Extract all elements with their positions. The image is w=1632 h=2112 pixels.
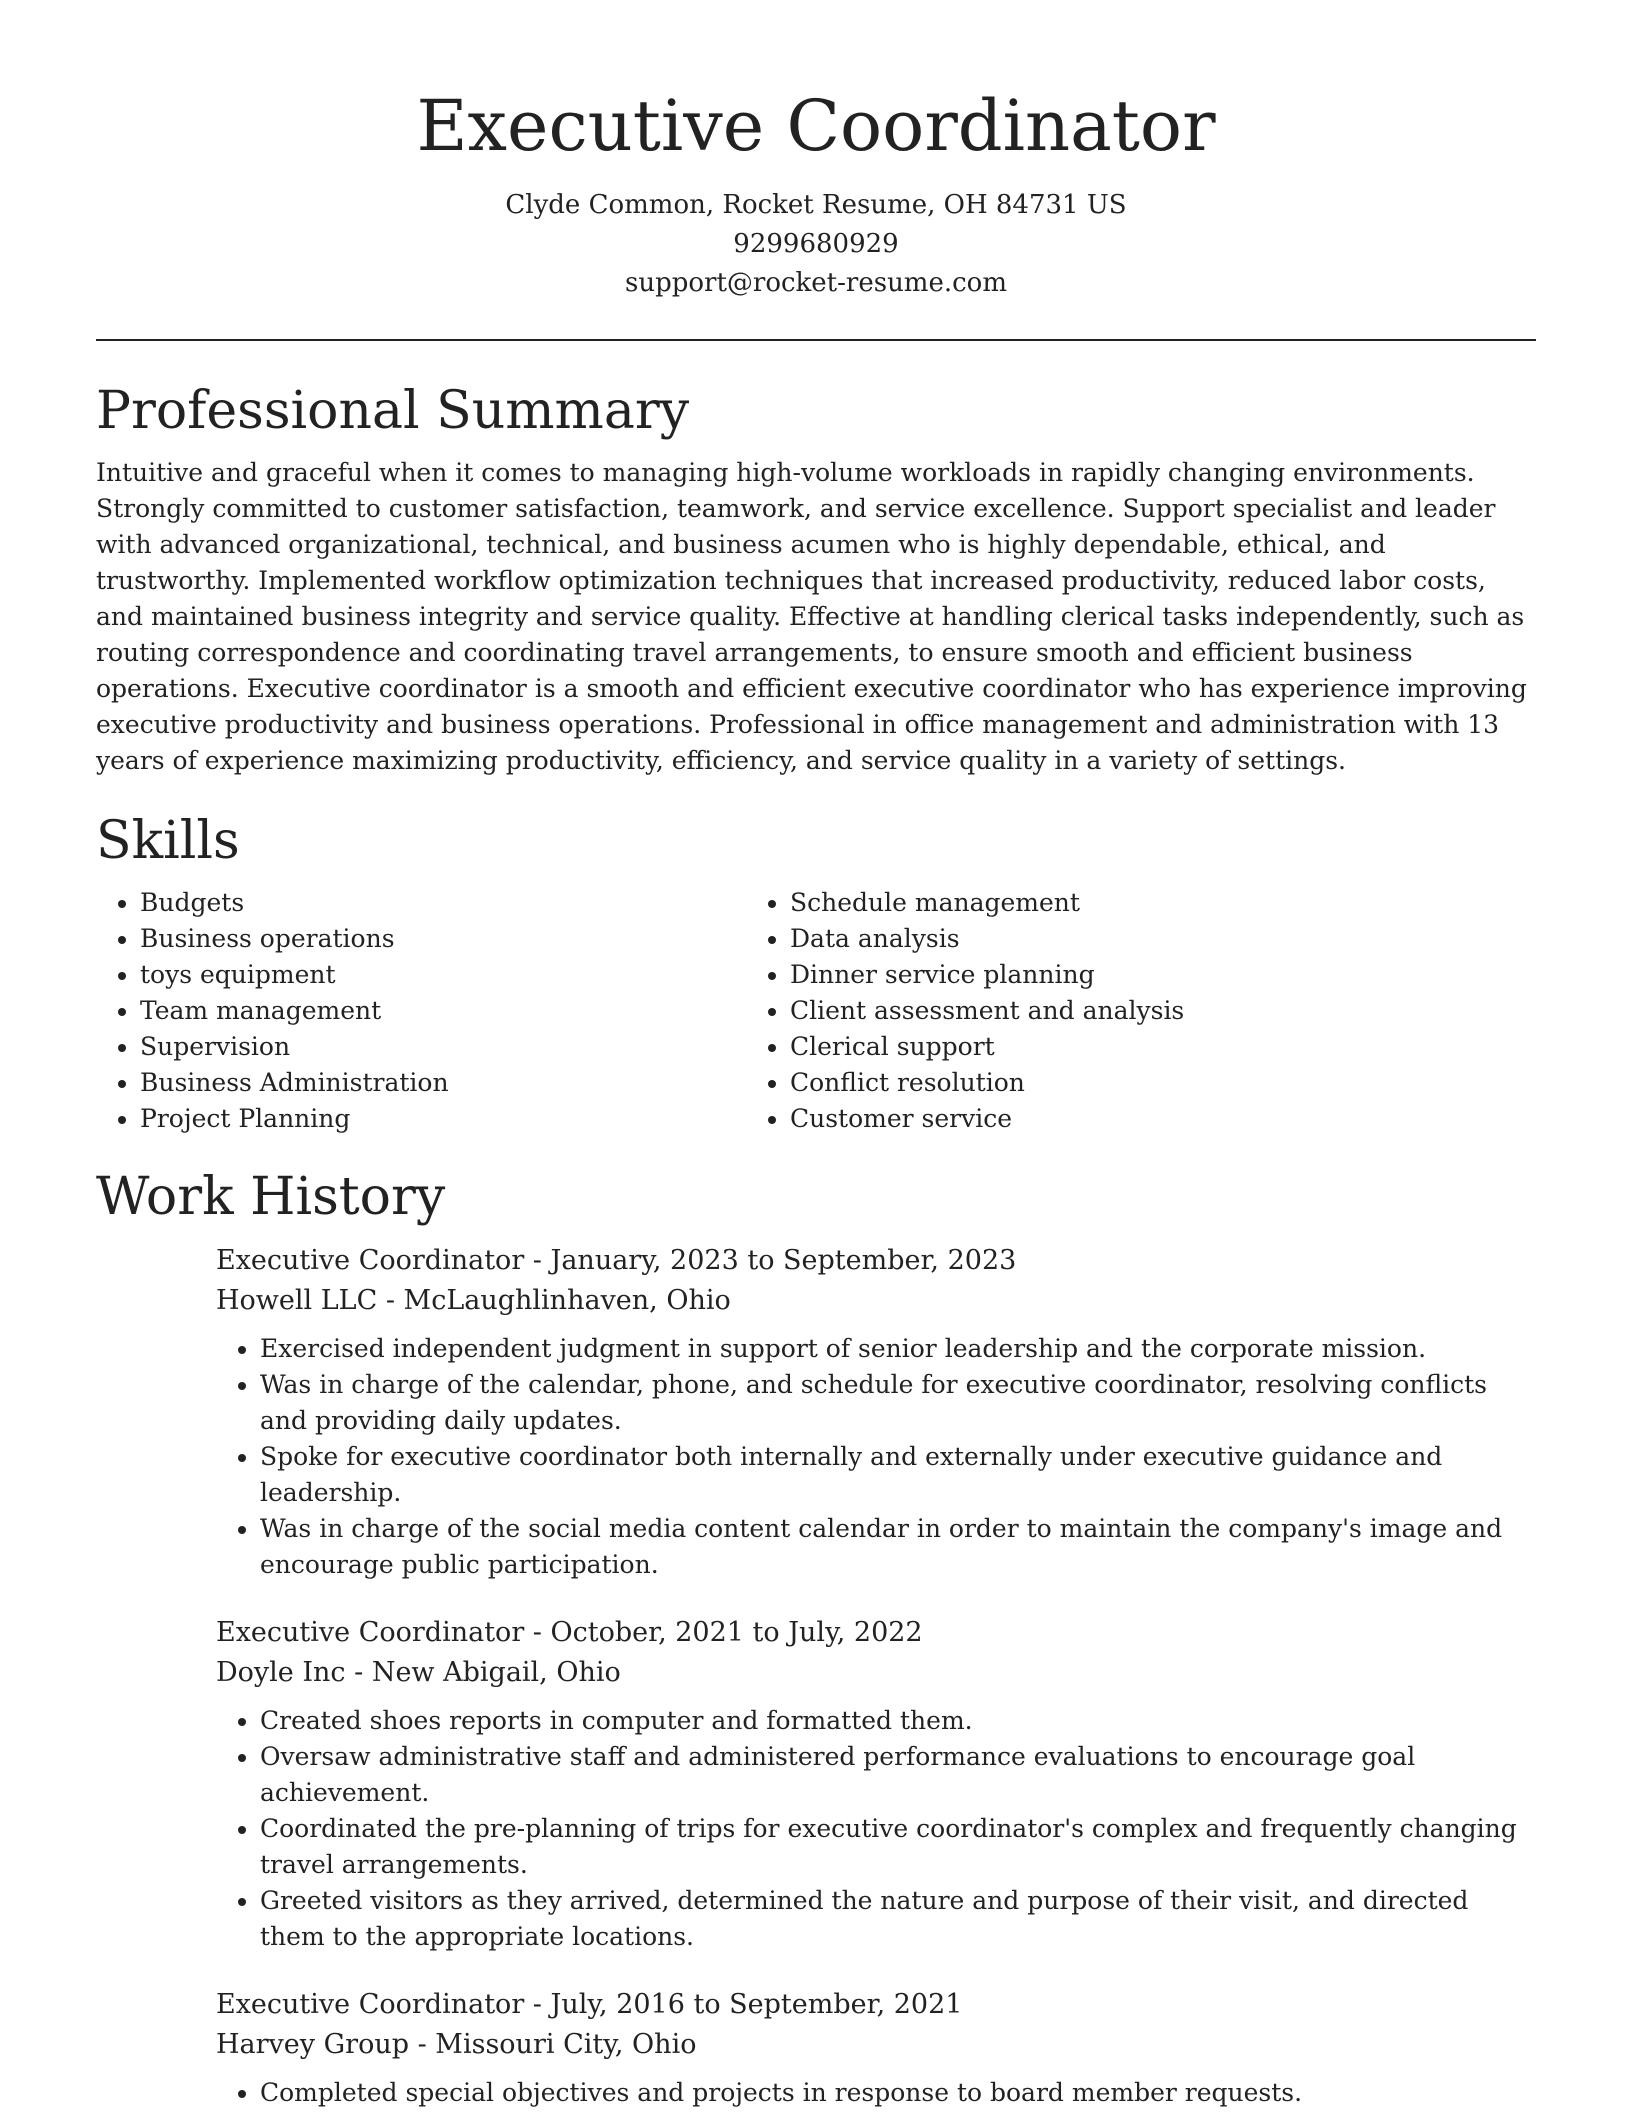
skills-grid [96, 885, 1536, 1137]
work-history-section [96, 1165, 1536, 2111]
skills-heading: Skills [96, 811, 240, 871]
skills-section [96, 809, 1536, 1137]
skill-item: • Business Administration [140, 1065, 746, 1101]
skill-item: • Budgets [140, 885, 746, 921]
job-bullet: • Spoke for executive coordinator both internally and externally under executive guidance and leadership. [260, 1439, 1536, 1511]
job-bullet: • Created shoes reports in computer and formatted them. [260, 1703, 1536, 1739]
resume-header [96, 0, 1536, 303]
summary-heading: Professional Summary [96, 381, 690, 441]
work-history-heading: Work History [96, 1167, 446, 1227]
job-bullet: • Greeted visitors as they arrived, determined the nature and purpose of their visit, and directed them to the appropriate locations. [260, 1883, 1536, 1955]
job-bullet: • Was in charge of the calendar, phone, and schedule for executive coordinator, resolving conflicts and providing daily updates. [260, 1367, 1536, 1439]
job-title-dates: Executive Coordinator - July, 2016 to September, 2021 [216, 1989, 963, 2020]
summary-section [96, 379, 1536, 779]
skill-item: • Business operations [140, 921, 746, 957]
job-company-location: Howell LLC - McLaughlinhaven, Ohio [216, 1285, 731, 1316]
job-bullet: • Was in charge of the social media content calendar in order to maintain the company's image and encourage public participation. [260, 1511, 1536, 1583]
skill-item: • Data analysis [790, 921, 1396, 957]
contact-address: Clyde Common, Rocket Resume, OH 84731 US [505, 190, 1127, 220]
job-entry [216, 1613, 1536, 1955]
job-bullet: • Exercised independent judgment in support of senior leadership and the corporate mission. [260, 1331, 1536, 1367]
skill-item: • Project Planning [140, 1101, 746, 1137]
job-bullet-list [216, 1331, 1536, 1583]
skill-item: • Conflict resolution [790, 1065, 1396, 1101]
header-divider [96, 339, 1536, 341]
job-bullet-list [216, 2075, 1536, 2111]
job-bullet: • Oversaw administrative staff and administered performance evaluations to encourage goal achievement. [260, 1739, 1536, 1811]
job-bullet: • Coordinated the pre-planning of trips for executive coordinator's complex and frequently changing travel arrangements. [260, 1811, 1536, 1883]
skill-item: • Team management [140, 993, 746, 1029]
skill-item: • Schedule management [790, 885, 1396, 921]
job-company-location: Harvey Group - Missouri City, Ohio [216, 2029, 697, 2060]
contact-email[interactable]: support@rocket-resume.com [624, 268, 1007, 298]
skill-item: • Client assessment and analysis [790, 993, 1396, 1029]
job-title-dates: Executive Coordinator - October, 2021 to July, 2022 [216, 1617, 923, 1648]
job-company-location: Doyle Inc - New Abigail, Ohio [216, 1657, 621, 1688]
skill-item: • Supervision [140, 1029, 746, 1065]
summary-paragraph: Intuitive and graceful when it comes to managing high-volume workloads in rapidly changing environments. Strongly committed to customer satisfaction, teamwork, and service excellence. Support specialist and leader with advanced organizational, technical, and business acumen who is highly dependable, ethical, and trustworthy. Implemented workflow optimization techniques that increased productivity, reduced labor costs, and maintained business integrity and service quality. Effective at handling clerical tasks independently, such as routing correspondence and coordinating travel arrangements, to ensure smooth and efficient business operations. Executive coordinator is a smooth and efficient executive coordinator who has experience improving executive productivity and business operations. Professional in office management and administration with 13 years of experience maximizing productivity, efficiency, and service quality in a variety of settings. [96, 458, 1527, 775]
job-bullet: • Completed special objectives and projects in response to board member requests. [260, 2075, 1536, 2111]
skill-item: • toys equipment [140, 957, 746, 993]
job-bullet-list [216, 1703, 1536, 1955]
skills-column-left [96, 885, 746, 1137]
skill-item: • Dinner service planning [790, 957, 1396, 993]
job-entry [216, 1241, 1536, 1583]
job-title-dates: Executive Coordinator - January, 2023 to September, 2023 [216, 1245, 1017, 1276]
contact-phone: 9299680929 [733, 229, 899, 259]
skill-item: • Clerical support [790, 1029, 1396, 1065]
skills-column-right [746, 885, 1396, 1137]
skill-item: • Customer service [790, 1101, 1396, 1137]
candidate-title: Executive Coordinator [416, 85, 1216, 167]
job-entry [216, 1985, 1536, 2111]
